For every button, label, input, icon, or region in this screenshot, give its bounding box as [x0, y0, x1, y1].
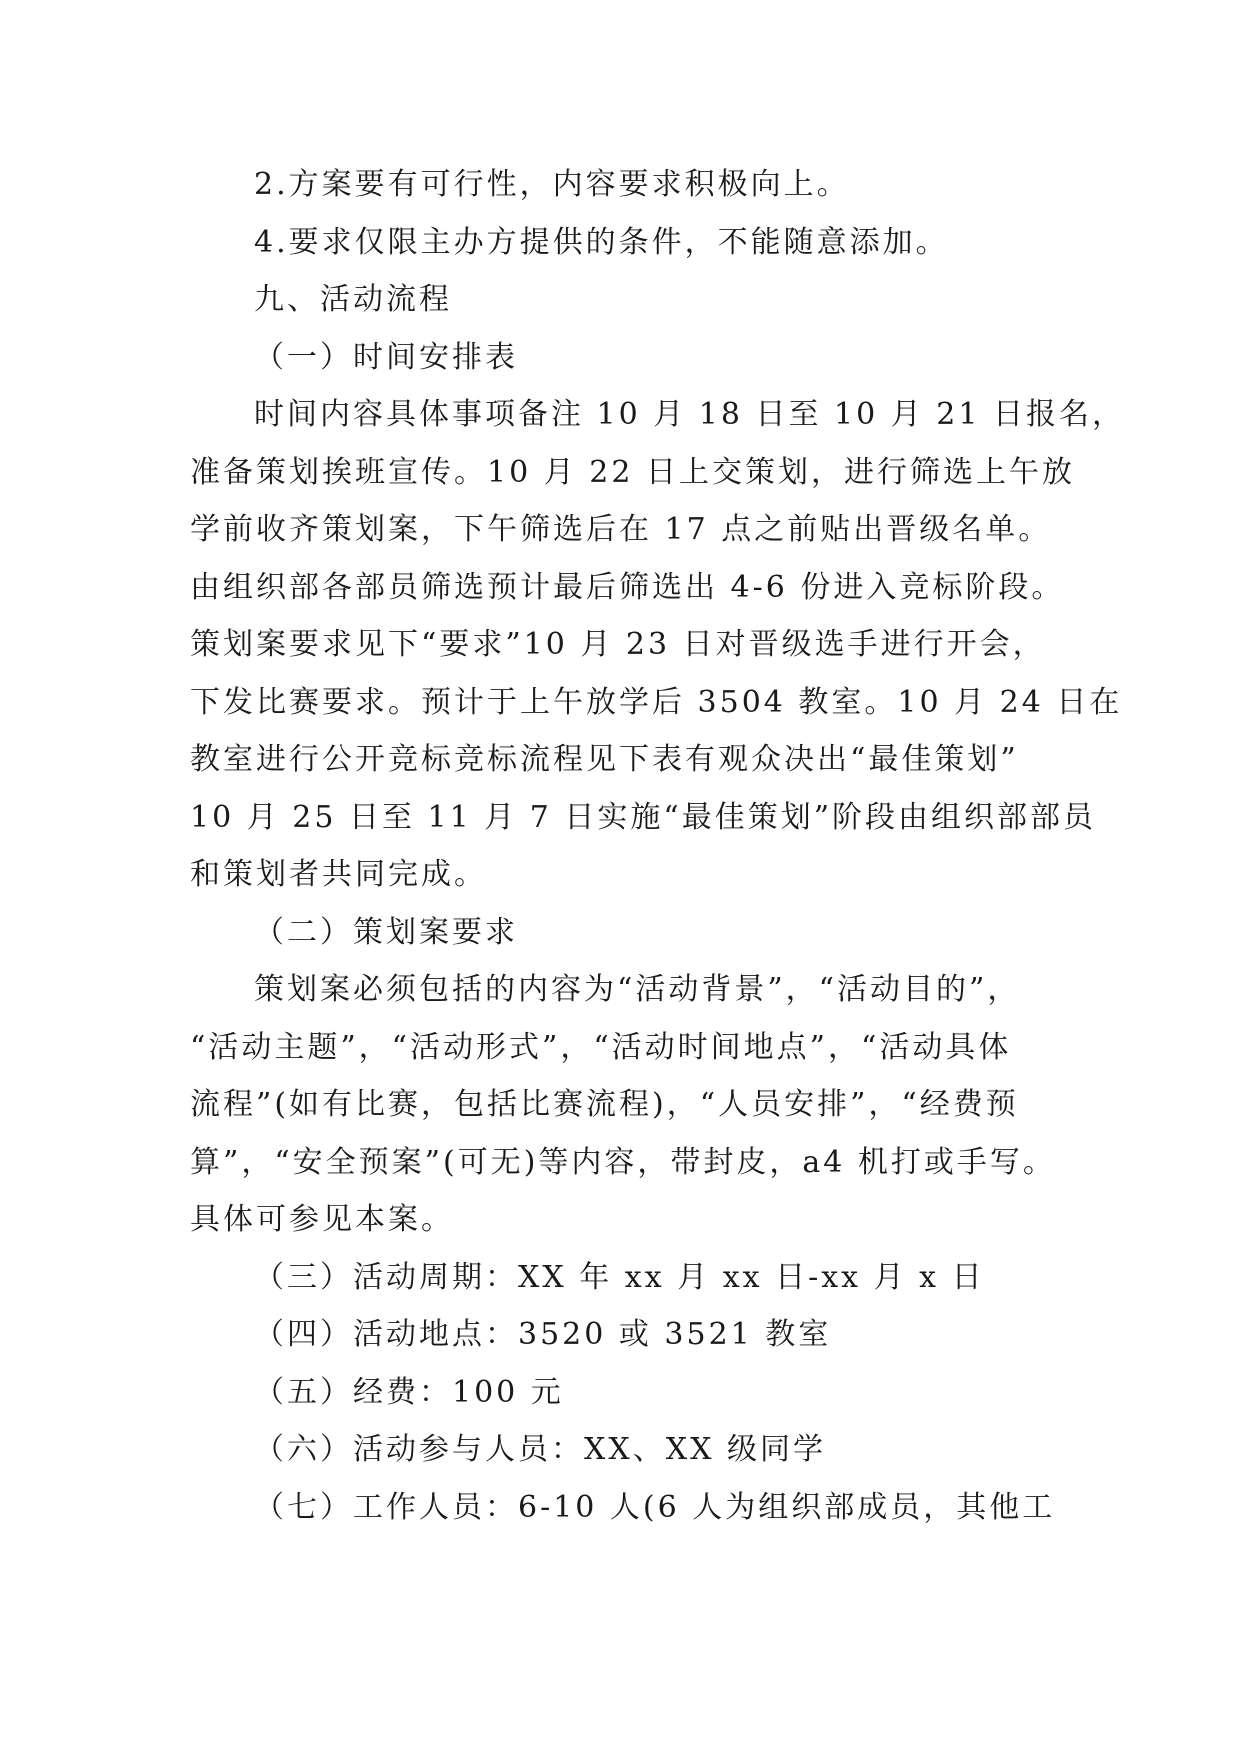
paragraph-line: 准备策划挨班宣传。10 月 22 日上交策划，进行筛选上午放 — [190, 454, 1075, 490]
paragraph-line: 和策划者共同完成。 — [190, 857, 487, 892]
paragraph-line: 策划案要求见下“要求”10 月 23 日对晋级选手进行开会， — [190, 627, 1046, 662]
paragraph-line: 算”，“安全预案”(可无)等内容，带封皮，a4 机打或手写。 — [190, 1144, 1056, 1180]
subsection-heading: （二）策划案要求 — [254, 914, 518, 950]
subsection-heading: （一）时间安排表 — [254, 339, 518, 375]
list-item: （五）经费：100 元 — [254, 1374, 564, 1410]
paragraph-line: 流程”(如有比赛，包括比赛流程)，“人员安排”，“经费预 — [190, 1087, 1019, 1122]
paragraph-line: 策划案必须包括的内容为“活动背景”，“活动目的”， — [254, 972, 1021, 1007]
section-heading: 九、活动流程 — [254, 282, 452, 317]
paragraph-line: 具体可参见本案。 — [190, 1202, 454, 1237]
list-item: （七）工作人员：6-10 人(6 人为组织部成员，其他工 — [254, 1489, 1056, 1525]
paragraph-line: 10 月 25 日至 11 月 7 日实施“最佳策划”阶段由组织部部员 — [190, 799, 1097, 835]
document-body — [190, 156, 1125, 1536]
list-item: （三）活动周期：XX 年 xx 月 xx 日-xx 月 x 日 — [254, 1259, 985, 1295]
paragraph-line: 下发比赛要求。预计于上午放学后 3504 教室。10 月 24 日在 — [190, 684, 1123, 720]
list-item: （六）活动参与人员：XX、XX 级同学 — [254, 1432, 826, 1467]
list-item: （四）活动地点：3520 或 3521 教室 — [254, 1317, 832, 1352]
paragraph-line: “活动主题”，“活动形式”，“活动时间地点”，“活动具体 — [190, 1029, 1012, 1065]
paragraph-line: 学前收齐策划案，下午筛选后在 17 点之前贴出晋级名单。 — [190, 512, 1052, 547]
paragraph-line: 4.要求仅限主办方提供的条件，不能随意添加。 — [254, 224, 949, 260]
paragraph-line: 时间内容具体事项备注 10 月 18 日至 10 月 21 日报名， — [254, 397, 1125, 432]
paragraph-line: 教室进行公开竞标竞标流程见下表有观众决出“最佳策划” — [190, 742, 1019, 777]
paragraph-line: 由组织部各部员筛选预计最后筛选出 4-6 份进入竞标阶段。 — [190, 569, 1065, 605]
paragraph-line: 2.方案要有可行性，内容要求积极向上。 — [254, 167, 850, 202]
